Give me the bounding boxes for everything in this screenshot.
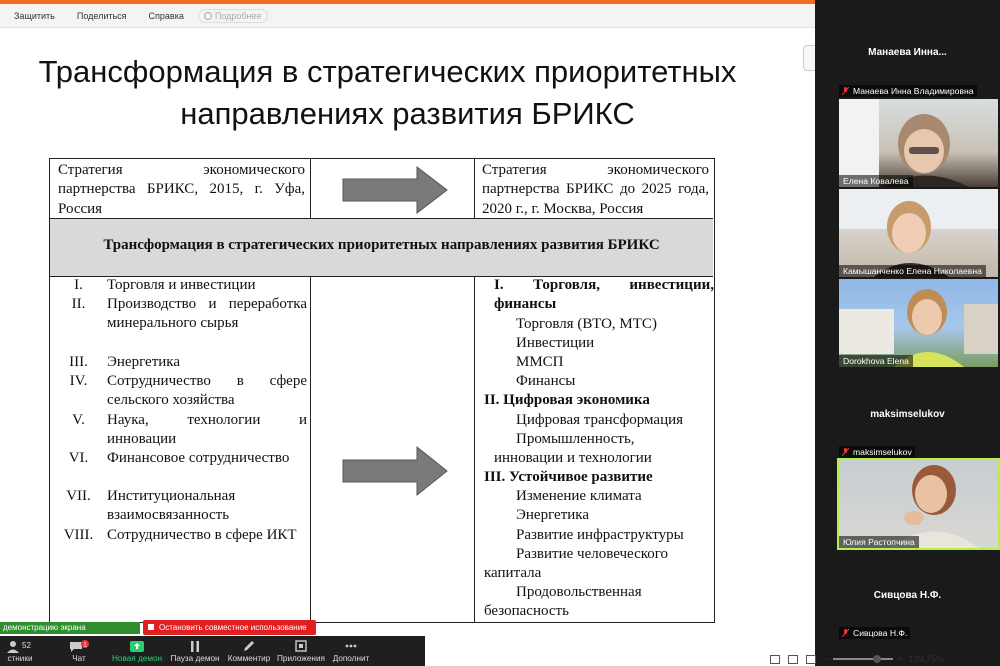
left-item-text: Институциональная взаимосвязанность — [107, 488, 236, 524]
participants-panel — [815, 0, 1000, 666]
left-item-num: II. — [71, 296, 86, 312]
participants-button[interactable] — [0, 636, 40, 666]
participant-name-tile[interactable]: Манаева Инна... — [868, 47, 947, 58]
right-item: Торговля (ВТО, МТС) — [516, 316, 657, 332]
slide-title-line1: Трансформация в стратегических приоритетных — [38, 54, 737, 89]
apps-button[interactable] — [276, 636, 326, 666]
left-item-num: VII. — [66, 488, 91, 504]
left-header-cell: Стратегия экономического партнерства БРИКС, 2015, г. Уфа, Россия — [58, 162, 305, 217]
right-section-1: I. Торговля, инвестиции, финансы — [494, 277, 714, 313]
body-divider-2 — [474, 277, 475, 622]
header-divider-1 — [310, 159, 311, 218]
left-item-2 — [50, 295, 312, 334]
annotate-button[interactable] — [226, 636, 272, 666]
stop-share-label: Остановить совместное использование — [159, 623, 307, 632]
participants-icon — [5, 640, 35, 653]
pencil-icon — [242, 640, 256, 653]
menu-protect[interactable]: Защитить — [14, 10, 55, 21]
arrow-right-icon — [341, 165, 451, 215]
menubar — [0, 4, 815, 28]
left-item-text: Торговля и инвестиции — [107, 277, 256, 293]
screen-share-indicator: демонстрацию экрана — [0, 622, 140, 634]
left-item-text: Наука, технологии и инновации — [107, 412, 307, 448]
chat-badge: 1 — [83, 642, 87, 649]
stop-share-button[interactable] — [143, 620, 316, 635]
arrow-right-icon — [341, 445, 451, 497]
participant-video-label: Dorokhova Elena — [839, 355, 913, 367]
pause-icon — [188, 640, 202, 653]
slideshow-icon[interactable] — [806, 655, 816, 664]
header-divider-2 — [474, 159, 475, 218]
right-item: ММСП — [516, 354, 564, 370]
participant-video-label: Елена Ковалева — [839, 175, 913, 187]
right-header-cell: Стратегия экономического партнерства БРИКС до 2025 года, 2020 г., г. Москва, Россия — [482, 162, 709, 217]
left-item-text: Сотрудничество в сфере сельского хозяйства — [107, 373, 307, 409]
person-video-icon — [839, 279, 998, 367]
participants-label: стники — [7, 654, 33, 663]
chat-icon — [68, 640, 90, 653]
lightbulb-icon — [204, 12, 212, 20]
left-item-num: VI. — [68, 450, 89, 466]
participant-label-text: maksimselukov — [853, 447, 912, 457]
view-status-bar — [770, 652, 944, 666]
left-item-7 — [50, 487, 312, 526]
participant-label — [839, 627, 910, 639]
band-title: Трансформация в стратегических приоритетных направлениях развития БРИКС — [103, 237, 660, 253]
shared-slide — [0, 29, 815, 623]
left-item-text: Сотрудничество в сфере ИКТ — [107, 527, 297, 543]
normal-view-icon[interactable] — [770, 655, 780, 664]
right-item: Развитие человеческого — [516, 546, 669, 562]
left-item-num: III. — [69, 354, 88, 370]
active-speaker-video[interactable] — [839, 460, 998, 548]
chat-label: Чат — [72, 654, 86, 663]
left-item-text: Энергетика — [107, 354, 181, 370]
annotate-label: Комментир — [227, 654, 271, 663]
left-item-num: VIII. — [63, 527, 94, 543]
participant-video[interactable] — [839, 189, 998, 277]
participant-video[interactable] — [839, 279, 998, 367]
menu-share[interactable]: Поделиться — [76, 10, 127, 21]
right-item: Финансы — [516, 373, 576, 389]
participant-label — [839, 85, 977, 97]
menu-help[interactable]: Справка — [148, 10, 184, 21]
right-section-3: III. Устойчивое развитие — [484, 469, 653, 485]
chat-button[interactable] — [62, 636, 96, 666]
participants-count: 52 — [22, 641, 31, 650]
left-item-text: Производство и переработка минерального сырья — [107, 296, 307, 332]
left-item-8 — [50, 526, 312, 545]
more-hint[interactable] — [198, 9, 268, 23]
left-item-num: I. — [74, 277, 83, 293]
transformation-band — [50, 218, 713, 277]
more-hint-label: Подробнее — [214, 10, 262, 21]
participant-label-text: Сивцова Н.Ф. — [853, 628, 908, 638]
person-video-icon — [839, 460, 998, 548]
participant-video-label: Юлия Растопчина — [839, 536, 919, 548]
more-button[interactable] — [330, 636, 372, 666]
zoom-out-icon[interactable]: − — [824, 654, 830, 664]
left-item-num: IV. — [69, 373, 88, 389]
reading-view-icon[interactable] — [788, 655, 798, 664]
muted-mic-icon — [842, 448, 849, 456]
zoom-slider-knob[interactable] — [873, 655, 881, 663]
left-item-6 — [50, 449, 312, 468]
pause-share-label: Пауза демон — [170, 654, 220, 663]
participant-label — [839, 446, 915, 458]
new-share-button[interactable] — [112, 636, 162, 666]
participant-label-text: Манаева Инна Владимировна — [853, 86, 974, 96]
left-item-3 — [50, 353, 312, 372]
participant-video-label: Камышанченко Елена Николаевна — [839, 265, 986, 277]
strategy-table — [49, 158, 715, 623]
right-item: Промышленность, — [516, 431, 635, 447]
participant-name-tile[interactable]: maksimselukov — [870, 409, 945, 420]
left-item-1 — [50, 276, 312, 295]
right-item: Энергетика — [516, 507, 590, 523]
pause-share-button[interactable] — [170, 636, 220, 666]
right-item: Продовольственная — [516, 584, 642, 600]
left-item-num: V. — [72, 412, 85, 428]
participant-video[interactable] — [839, 99, 998, 187]
slide-title — [0, 51, 815, 135]
right-item: Изменение климата — [516, 488, 642, 504]
zoom-slider[interactable] — [833, 658, 893, 660]
right-item: капитала — [484, 565, 542, 581]
zoom-in-icon[interactable]: + — [897, 654, 903, 664]
apps-icon — [294, 640, 308, 653]
zoom-level[interactable]: 129,75% — [908, 654, 945, 664]
apps-label: Приложения — [277, 654, 325, 663]
new-share-label: Новая демон — [112, 654, 163, 663]
slide-title-line2: направлениях развития БРИКС — [180, 96, 635, 131]
muted-mic-icon — [842, 629, 849, 637]
right-item: инновации и технологии — [494, 450, 652, 466]
right-item: Развитие инфраструктуры — [516, 527, 684, 543]
right-item: Инвестиции — [516, 335, 595, 351]
right-item: Цифровая трансформация — [516, 412, 684, 428]
participant-name-tile[interactable]: Сивцова Н.Ф. — [873, 590, 942, 601]
left-item-text: Финансовое сотрудничество — [107, 450, 290, 466]
person-video-icon — [839, 189, 998, 277]
share-screen-icon — [129, 640, 145, 653]
right-item: безопасность — [484, 603, 569, 619]
stop-icon — [148, 624, 154, 630]
right-section-2: II. Цифровая экономика — [484, 392, 650, 408]
more-label: Дополнит — [332, 654, 370, 663]
meeting-toolbar — [0, 636, 425, 666]
muted-mic-icon — [842, 87, 849, 95]
left-item-4 — [50, 372, 312, 411]
more-icon — [344, 640, 358, 653]
left-item-5 — [50, 411, 312, 450]
person-video-icon — [839, 99, 998, 187]
